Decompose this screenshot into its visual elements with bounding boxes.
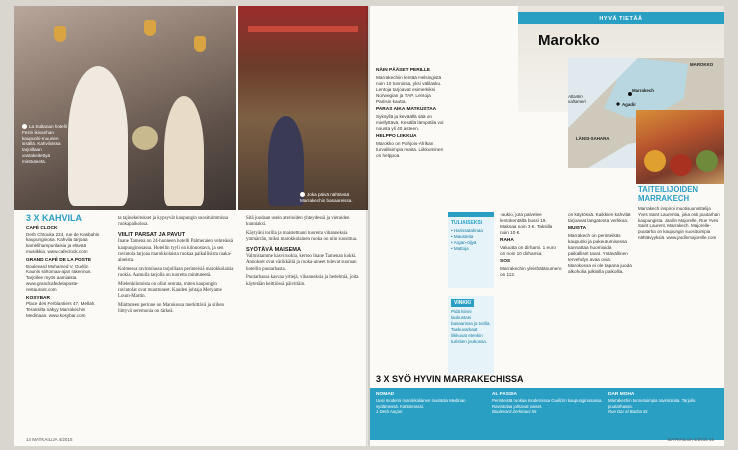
tip-title: VINKKI	[451, 299, 474, 307]
restaurants-title: 3 X SYÖ HYVIN MARRAKECHISSA	[376, 374, 524, 384]
subheading: HELPPO LIIKKUA	[376, 134, 417, 139]
spice-pile	[644, 150, 666, 172]
page-folio: MATKAILIJA 4/2015 15	[667, 437, 714, 442]
restaurant-text: Marrakechin tunnetuimpia ravintoloita. Tarjoilu puutarhassa.	[608, 398, 696, 409]
restaurant-item	[492, 392, 604, 415]
paragraph: ta tajinekeitokset ja kypsyvät kaupungin suosituimmissa ruokapaikoissa.	[118, 216, 229, 228]
spice-pile	[696, 150, 718, 172]
figure-woman	[164, 96, 204, 206]
kicker: HYVÄ TIETÄÄ	[599, 16, 643, 22]
restaurant-name: AL FASSIA	[492, 392, 517, 397]
spice-pile	[670, 154, 692, 176]
paragraph: Kolmessa ravintolassa tarjoillaan perinteisiä marokkolaisia ruokia. Aamulla tarjolla on tuoretta minttuteetä.	[118, 266, 234, 279]
paragraph: Marrakechiin lentää Helsingistä noin 10 tunnissa, yksi välilasku. Lentoja tarjoavat esimerkiksi Norwegian ja TAP. Lentoja Pariisin kautta.	[376, 75, 442, 104]
sidebar-title: 3 X KAHVILA	[26, 213, 83, 223]
paragraph: Valmistamme kasviruokia, kertoo Inane Tamenan kokki. Annokset ovat värikkäitä ja ruoka-aineet tulevat suoraan hotellin puutarhasta.	[246, 254, 357, 272]
photo-bazaar	[238, 6, 368, 210]
map-label-western-sahara: LÄNSI-SAHARA	[576, 136, 610, 141]
article-column-2	[118, 216, 236, 318]
cafe-name: KOSYBAR	[26, 295, 50, 301]
restaurant-address: 1 Derb Aarjan	[376, 409, 403, 415]
paragraph: Inane Tamena on 24-huoneen hotelli Palmeraien vehreässä kaupunginosassa. Hotellin tyyli on kiinnostava, ja sen ravintola tarjoaa marokkolaista ruokaa paikallisista raaka-aineista.	[118, 239, 233, 264]
info-column-1	[376, 66, 444, 159]
souvenir-box	[448, 212, 494, 288]
info-column-3	[500, 212, 562, 278]
figure-woman-white	[68, 66, 128, 206]
caption-marker-icon	[300, 192, 305, 197]
restaurant-text: Perinteistä ruokaa modernissa Guélizin kaupunginosassa. Ravintolaa johtavat naiset.	[492, 398, 603, 409]
sidebar-text: Marrakech inspiroi muotisuunnittelija Yves Saint Laurentia, joka osti puutarhan kaupungista. Jardin Majorelle, Rue Yves Saint Laurent, Marrakech. Majorelle-puutarha on kaupungin suosituimpia nähtävyyksiä. www.jardinmajorelle.com	[638, 206, 720, 240]
tip-box	[448, 296, 494, 374]
paragraph: Syksyllä ja keväällä sää on miellyttävä. Kesällä lämpötila voi nousta yli 40 asteen.	[376, 114, 444, 131]
souvenir-item: • Harissatahnaa	[451, 228, 483, 233]
figure-shopper	[268, 116, 304, 206]
paragraph: Käytyäni torilla ja maistettuani tuoreita vihanneksia ymmärrän, miksi marokkolainen ruoka on niin suosittua.	[246, 230, 358, 243]
subheading: NÄIN PÄÄSET PERILLE	[376, 68, 431, 73]
cafe-text: Derb Chtouka 224, rue de Kasbahin kaupunginosa. Kahvila tarjoaa kamelihampurilaisia ja elävää musiikkia. www.cafeclock.com	[26, 231, 100, 254]
restaurant-address: Boulevard Zerktouni 55	[492, 409, 537, 415]
paragraph: Puutarhassa kasvaa yrttejä, vihanneksia ja hedelmiä, joita käytetään keittiössä päivittäin.	[246, 275, 359, 287]
restaurant-name: NOMAD	[376, 392, 395, 397]
subheading: VIILIT PARSAT JA PAVUT	[118, 231, 186, 238]
paragraph: Mielenkiintoista on ollut seurata, miten kaupungin ravintolat ovat muuttuneet. Kauden johtaja Meryame Loum-Martin.	[118, 281, 222, 300]
restaurant-text: Uusi moderni marokkolainen ravintola Medinan sydämessä. Kattoterassi.	[376, 398, 466, 409]
map-label-marrakech: Marrakech	[632, 88, 654, 93]
photo-area	[14, 6, 368, 210]
subheading: PARAS AIKA MATKUSTAA	[376, 107, 437, 112]
paragraph: Marrakechin yleishätänumero on 112.	[500, 266, 562, 277]
subheading: SOS	[500, 259, 511, 264]
lantern-icon	[194, 36, 206, 52]
restaurant-item	[376, 392, 488, 415]
caption-bazaar: Joka päivä nähtävää Marrakechin basaareissa.	[300, 192, 353, 203]
teapot	[132, 126, 158, 150]
subheading: RAHA	[500, 238, 514, 243]
cafe-text: Boulevard Mohamed V, Guéliz. Kaunis siirtomaa-ajan rakennus. Tarjoilee myös aamiaista. www.grandcafedelaposte-restaurant.com	[26, 263, 92, 292]
sidebar-title: TAITEILIJOIDEN MARRAKECH	[638, 185, 699, 203]
restaurant-item	[608, 392, 720, 415]
souvenir-title: TULIAISEKSI	[451, 220, 483, 226]
paragraph: Marokossa ei ole tapana juoda alkoholia julkisilla paikoilla.	[568, 263, 632, 274]
map-label-agadir: Agadir	[622, 102, 636, 107]
paragraph: -aukio, jota palvelee lentokentältä bussi 19. Maksaa noin 3 €. Taksilla noin 10 €.	[500, 212, 553, 235]
paragraph: Sitä juodaan usein aterioiden yhteydessä ja vieraiden kunniaksi.	[246, 216, 350, 228]
caption-marker-icon	[22, 124, 27, 129]
paragraph: Valuutta on dirhami. 1 euro on noin 10 dirhamia.	[500, 245, 556, 256]
photo-cafe-women	[14, 6, 236, 210]
sidebar-artists	[638, 186, 720, 241]
cafe-name: CAFÉ CLOCK	[26, 225, 58, 231]
page-title: Marokko	[538, 32, 600, 49]
caption-main: La Sultanan hotelli Fezin ikivanhan kaupunki-muurien sisällä. Kahviloissa tarjoillaan vastakeitettyä minttuteetä.	[22, 124, 67, 164]
restaurant-address: Rue Dar el Bacha 81	[608, 409, 648, 415]
paragraph: Marokko on Pohjois-Afrikan turvallisimpia maita. Liikkuminen on helppoa.	[376, 141, 444, 158]
page-folio: 14 MATKAILIJA 4/2015	[26, 437, 73, 442]
restaurant-name: DAR MOHA	[608, 392, 635, 397]
paragraph: Marrakech on perinteikäs kaupunki ja pukeutumisessa kannattaa huomioida paikalliset tavat. Ystävällinen tervehdys avaa ovia.	[568, 233, 628, 262]
article-column-3	[246, 216, 362, 290]
map-label-country: MAROKKO	[690, 62, 714, 67]
subheading: SYÖTÄVÄ MAISEMA	[246, 246, 302, 253]
souvenir-item: • Mausteita	[451, 234, 474, 239]
cafe-name: GRAND CAFÉ DE LA POSTE	[26, 257, 92, 263]
lantern-icon	[144, 20, 156, 36]
left-page	[14, 6, 368, 446]
map-pin-agadir	[616, 102, 619, 105]
paragraph: on käytössä. Kaikkien kahvilat tarjoavat langatonta verkkoa.	[568, 212, 631, 223]
photo-spices	[636, 110, 724, 184]
bazaar-awning	[248, 26, 358, 32]
cafe-text: Place des Ferblantiers 47, Mellah. Terassilta näkyy Marrakechin Medinaan. www.kosybar.com	[26, 301, 96, 318]
info-column-4	[568, 212, 632, 275]
souvenir-item: • Mattoja	[451, 246, 469, 251]
sidebar-cafes	[26, 213, 104, 319]
lantern-icon	[54, 26, 66, 42]
paragraph: Minttuteen perinne on Marokossa merkittävä ja siihen liittyvä seremonia on tärkeä.	[118, 302, 224, 315]
souvenir-item: • Argan-öljyä	[451, 240, 477, 245]
subheading: MUISTA	[568, 226, 587, 231]
map-label-ocean: Atlantin valtameri	[568, 94, 586, 104]
tip-text: Pidä kiinni laukustasi basaarissa ja torilla. Taskuvarkaat liikkuvat etenkin turistien joukossa.	[451, 309, 491, 344]
right-page	[370, 6, 724, 446]
